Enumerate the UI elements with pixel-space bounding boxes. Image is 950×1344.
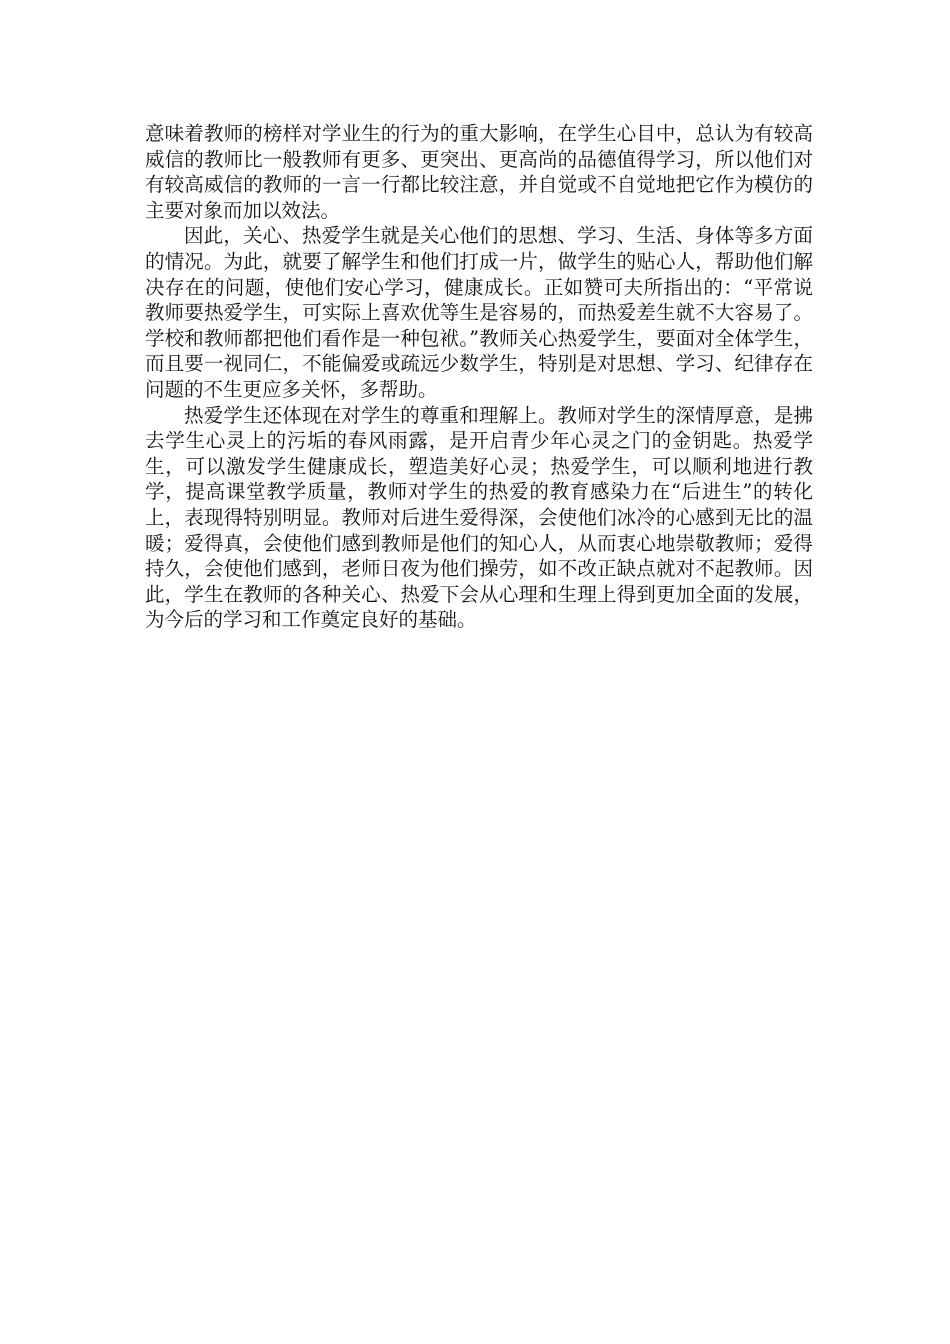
paragraph-1: 意味着教师的榜样对学业生的行为的重大影响，在学生心目中，总认为有较高威信的教师比一般教师有更多、更突出、更高尚的品德值得学习，所以他们对有较高威信的教师的一言一行都比较注意，并自觉或不自觉地把它作为模仿的主要对象而加以效法。 <box>145 122 813 222</box>
paragraph-3: 热爱学生还体现在对学生的尊重和理解上。教师对学生的深情厚意，是拂去学生心灵上的污垢的春风雨露，是开启青少年心灵之门的金钥匙。热爱学生，可以激发学生健康成长，塑造美好心灵；热爱学生，可以顺利地进行教学，提高课堂教学质量，教师对学生的热爱的教育感染力在“后进生”的转化上，表现得特别明显。教师对后进生爱得深，会使他们冰冷的心感到无比的温暖；爱得真，会使他们感到教师是他们的知心人，从而衷心地崇敬教师；爱得持久，会使他们感到，老师日夜为他们操劳，如不改正缺点就对不起教师。因此，学生在教师的各种关心、热爱下会从心理和生理上得到更加全面的发展，为今后的学习和工作奠定良好的基础。 <box>145 403 813 632</box>
document-body <box>145 121 813 633</box>
paragraph-2: 因此，关心、热爱学生就是关心他们的思想、学习、生活、身体等多方面的情况。为此，就要了解学生和他们打成一片，做学生的贴心人，帮助他们解决存在的问题，使他们安心学习，健康成长。正如赞可夫所指出的：“平常说教师要热爱学生，可实际上喜欢优等生是容易的，而热爱差生就不大容易了。学校和教师都把他们看作是一种包袱。”教师关心热爱学生，要面对全体学生，而且要一视同仁，不能偏爱或疏远少数学生，特别是对思想、学习、纪律存在问题的不生更应多关怀，多帮助。 <box>145 224 813 401</box>
